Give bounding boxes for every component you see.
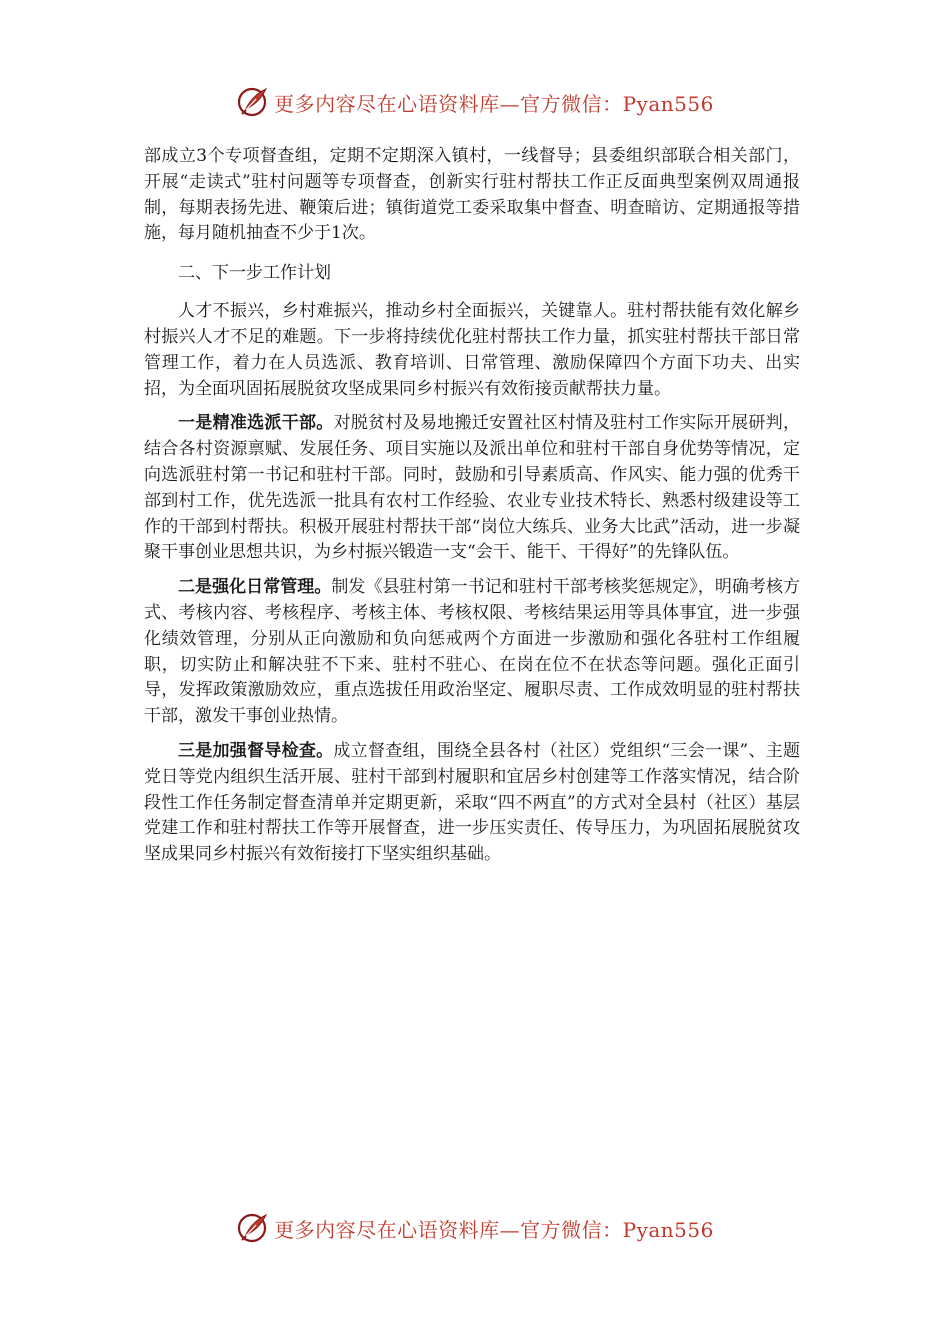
quill-pen-logo-icon	[236, 1211, 270, 1245]
item-lead-3: 三是加强督导检查。	[178, 740, 334, 761]
item-lead-2: 二是强化日常管理。	[178, 577, 332, 598]
document-body	[144, 144, 800, 868]
section-heading: 二、下一步工作计划	[178, 263, 331, 284]
item-text-3: 成立督查组，围绕全县各村（社区）党组织“三会一课”、主题党日等党内组织生活开展、驻村干部到村履职和宜居乡村创建等工作落实情况，结合阶段性工作任务制定督查清单并定期更新，采取“四不两直”的方式对全县村（社区）基层党建工作和驻村帮扶工作等开展督查，进一步压实责任、传导压力，为巩固拓展脱贫攻坚成果同乡村振兴有效衔接打下坚实组织基础。	[144, 740, 800, 865]
item-text-1: 对脱贫村及易地搬迁安置社区村情及驻村工作实际开展研判，结合各村资源禀赋、发展任务、项目实施以及派出单位和驻村干部自身优势等情况，定向选派驻村第一书记和驻村干部。同时，鼓励和引导素质高、作风实、能力强的优秀干部到村工作，优先选派一批具有农村工作经验、农业专业技术特长、熟悉村级建设等工作的干部到村帮扶。积极开展驻村帮扶干部“岗位大练兵、业务大比武”活动，进一步凝聚干事创业思想共识，为乡村振兴锻造一支“会干、能干、干得好”的先锋队伍。	[144, 413, 801, 563]
item-lead-1: 一是精准选派干部。	[178, 413, 334, 434]
header-banner-text: 更多内容尽在心语资料库—官方微信：Pyan556	[274, 91, 714, 116]
quill-pen-logo-icon	[236, 85, 270, 119]
continued-paragraph: 部成立3个专项督查组，定期不定期深入镇村，一线督导；县委组织部联合相关部门，开展“走读式”驻村问题等专项督查，创新实行驻村帮扶工作正反面典型案例双周通报制，每期表扬先进、鞭策后进；镇街道党工委采取集中督查、明查暗访、定期通报等措施，每月随机抽查不少于1次。	[144, 146, 800, 244]
header-banner	[0, 82, 950, 122]
item-paragraph-2	[144, 575, 800, 730]
item-text-2: 制发《县驻村第一书记和驻村干部考核奖惩规定》，明确考核方式、考核内容、考核程序、考核主体、考核权限、考核结果运用等具体事宜，进一步强化绩效管理，分别从正向激励和负向惩戒两个方面进一步激励和强化各驻村工作组履职，切实防止和解决驻不下来、驻村不驻心、在岗在位不在状态等问题。强化正面引导，发挥政策激励效应，重点选拔任用政治坚定、履职尽责、工作成效明显的驻村帮扶干部，激发干事创业热情。	[144, 577, 800, 727]
item-paragraph-3	[144, 739, 800, 868]
intro-paragraph: 人才不振兴，乡村难振兴，推动乡村全面振兴，关键靠人。驻村帮扶能有效化解乡村振兴人才不足的难题。下一步将持续优化驻村帮扶工作力量，抓实驻村帮扶干部日常管理工作，着力在人员选派、教育培训、日常管理、激励保障四个方面下功夫、出实招，为全面巩固拓展脱贫攻坚成果同乡村振兴有效衔接贡献帮扶力量。	[144, 301, 800, 399]
footer-banner-text: 更多内容尽在心语资料库—官方微信：Pyan556	[274, 1217, 714, 1242]
item-paragraph-1	[144, 411, 800, 566]
footer-banner	[0, 1208, 950, 1248]
